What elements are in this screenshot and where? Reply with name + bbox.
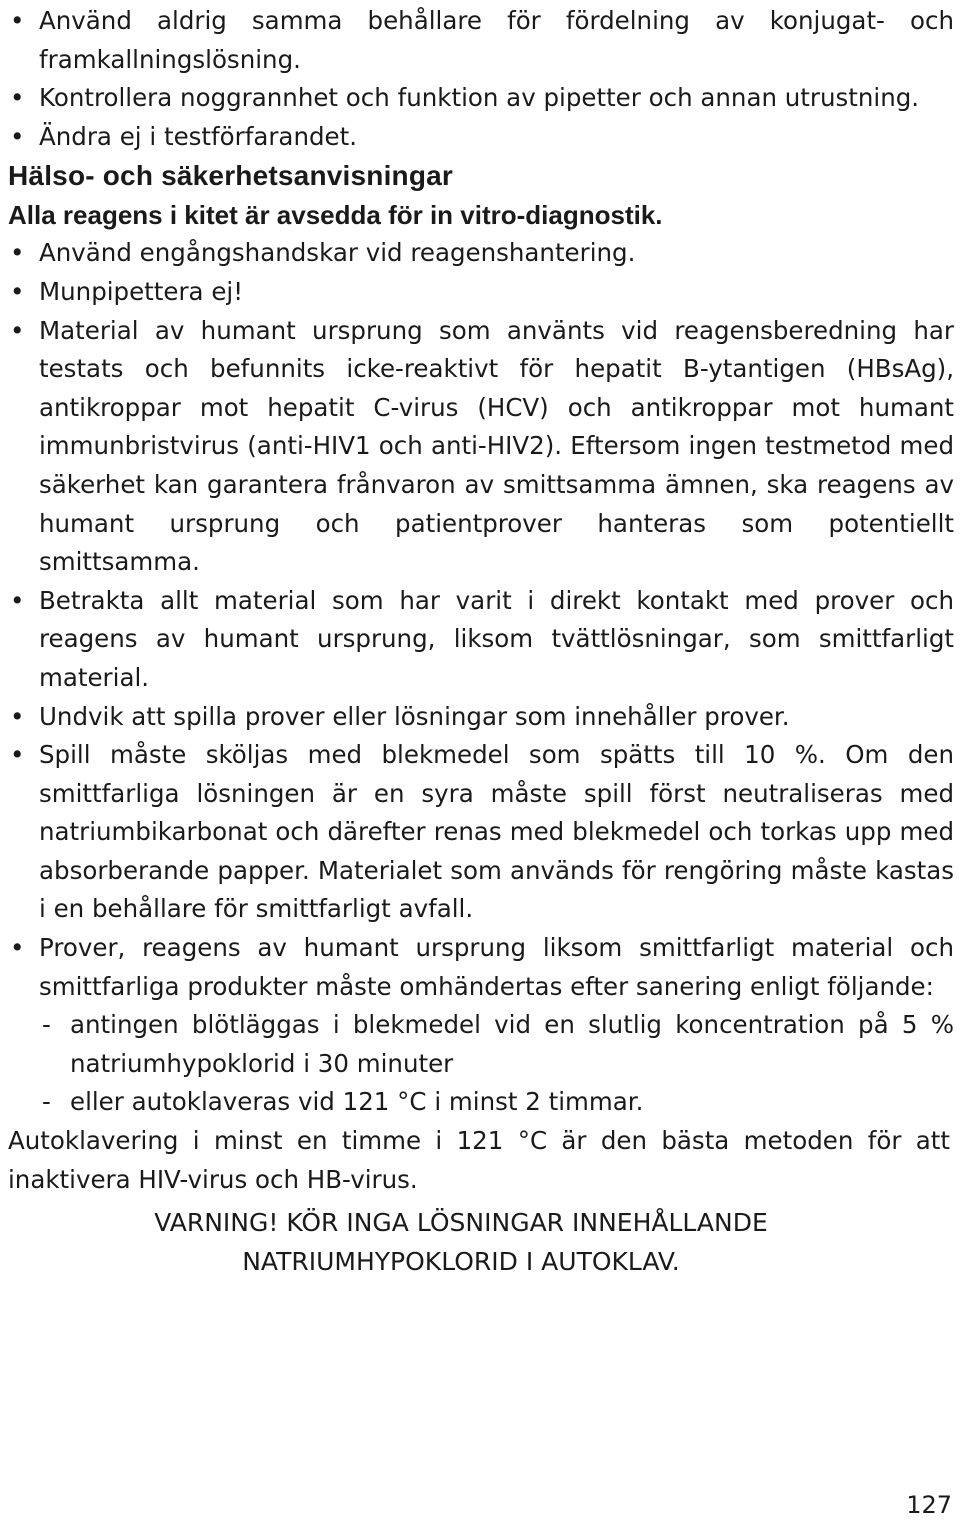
list-item — [8, 929, 954, 1006]
bullet-icon: • — [10, 315, 25, 345]
list-item — [8, 2, 954, 79]
disposal-option-text: antingen blötläggas i blekmedel vid en slutlig koncentration på 5 % natriumhypoklorid i 30 minuter — [70, 1010, 954, 1078]
precaution-list — [8, 2, 954, 156]
warning-line: VARNING! KÖR INGA LÖSNINGAR INNEHÅLLANDE — [154, 1208, 768, 1238]
list-item — [8, 234, 954, 273]
list-item — [8, 582, 954, 698]
list-item — [8, 79, 954, 118]
warning-line: NATRIUMHYPOKLORID I AUTOKLAV. — [242, 1247, 680, 1277]
page-number: 127 — [906, 1491, 952, 1519]
bullet-icon: • — [10, 585, 25, 615]
disposal-option — [8, 1006, 954, 1083]
safety-list — [8, 234, 954, 1122]
list-item — [8, 736, 954, 929]
list-item — [8, 273, 954, 312]
bullet-icon: • — [10, 6, 25, 35]
bullet-icon: • — [10, 83, 25, 113]
list-item — [8, 698, 954, 737]
warning-notice — [8, 1203, 954, 1281]
list-item-text: Undvik att spilla prover eller lösningar som innehåller prover. — [39, 701, 790, 731]
list-item-text: Betrakta allt material som har varit i direkt kontakt med prover och reagens av humant ursprung, liksom tvättlösningar, som smittfarligt material. — [39, 585, 954, 692]
dash-marker: - — [42, 1010, 51, 1040]
list-item-text: Material av humant ursprung som använts vid reagensberedning har testats och befunnits icke-reaktivt för hepatit B-ytantigen (HBsAg), antikroppar mot hepatit C-virus (HCV) och antikroppar mot humant immunbristvirus (anti-HIV1 och anti-HIV2). Eftersom ingen testmetod med säkerhet kan garantera frånvaron av smittsamma ämnen, ska reagens av humant ursprung och patientprover hanteras som potentiellt smittsamma. — [39, 315, 954, 577]
bullet-icon: • — [10, 238, 25, 268]
bullet-icon: • — [10, 701, 25, 731]
autoclave-note: Autoklavering i minst en timme i 121 °C är den bästa metoden för att inaktivera HIV-virus och HB-virus. — [8, 1126, 950, 1194]
list-item-text: Kontrollera noggrannhet och funktion av pipetter och annan utrustning. — [39, 83, 920, 113]
list-item-text: Munpipettera ej! — [39, 276, 244, 306]
bullet-icon: • — [10, 740, 25, 770]
section-subheading: Alla reagens i kitet är avsedda för in vitro-diagnostik. — [8, 200, 663, 231]
page-content — [8, 2, 954, 1281]
list-item — [8, 312, 954, 582]
list-item-text: Spill måste sköljas med blekmedel som spätts till 10 %. Om den smittfarliga lösningen är en syra måste spill först neutraliseras med natriumbikarbonat och därefter renas med blekmedel och torkas upp med absorberande papper. Materialet som används för rengöring måste kastas i en behållare för smittfarligt avfall. — [39, 740, 954, 924]
list-item — [8, 118, 954, 157]
list-item-text: Ändra ej i testförfarandet. — [39, 121, 357, 151]
list-item-text: Prover, reagens av humant ursprung liksom smittfarligt material och smittfarliga produkter måste omhändertas efter sanering enligt följande: — [39, 933, 954, 1001]
bullet-icon: • — [10, 121, 25, 151]
bullet-icon: • — [10, 933, 25, 963]
disposal-option — [8, 1083, 954, 1122]
disposal-option-text: eller autoklaveras vid 121 °C i minst 2 timmar. — [70, 1087, 644, 1117]
disposal-options — [8, 1006, 954, 1122]
list-item-text: Använd engångshandskar vid reagenshantering. — [39, 238, 636, 268]
dash-marker: - — [42, 1087, 51, 1117]
section-heading: Hälso- och säkerhetsanvisningar — [8, 160, 454, 192]
bullet-icon: • — [10, 276, 25, 306]
list-item-text: Använd aldrig samma behållare för fördelning av konjugat- och framkallningslösning. — [39, 6, 954, 74]
